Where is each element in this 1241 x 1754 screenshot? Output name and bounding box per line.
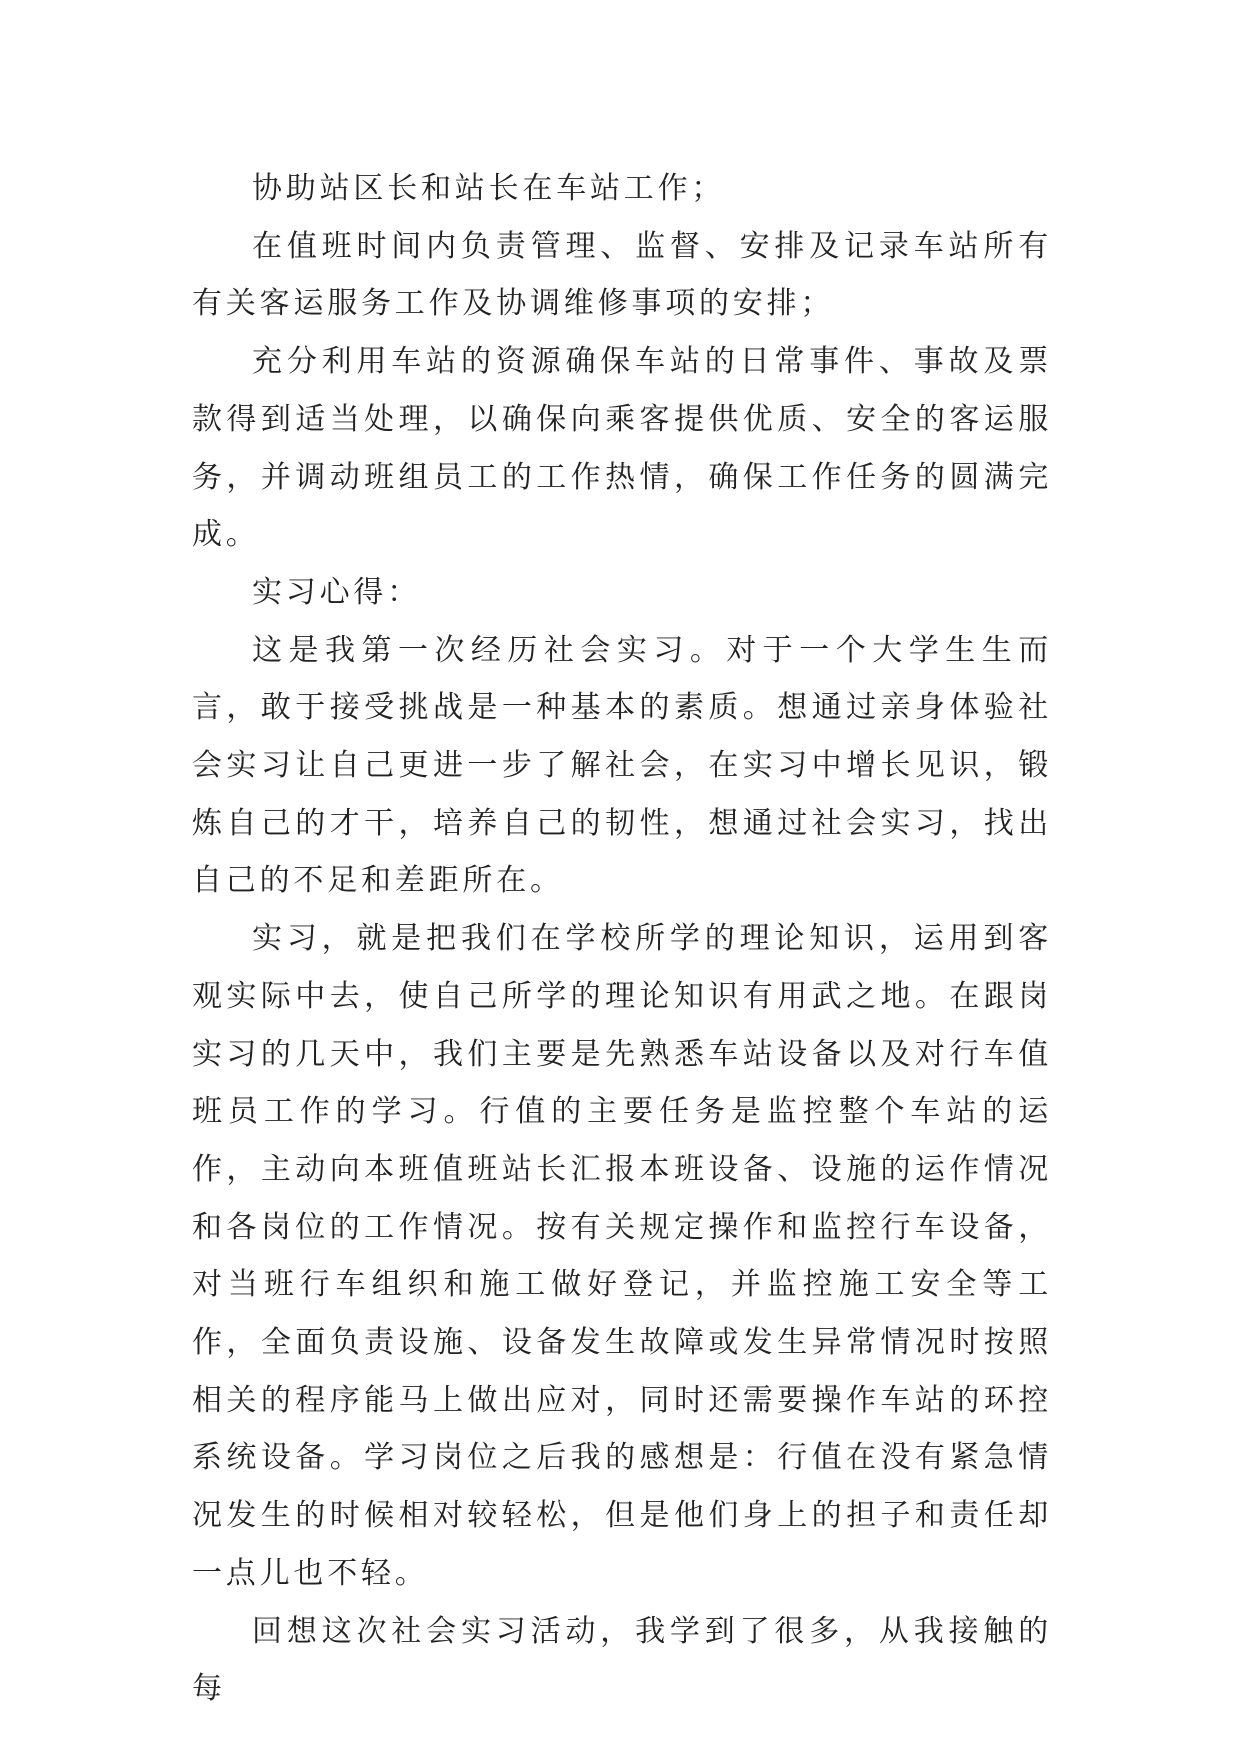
section-heading: 实习心得：: [252, 574, 421, 610]
paragraph-1: 协助站区长和站长在车站工作；: [252, 171, 726, 206]
document-page: [192, 160, 1052, 1718]
paragraph-6: 实习，就是把我们在学校所学的理论知识，运用到客观实际中去，使自己所学的理论知识有用武之地。在跟岗实习的几天中，我们主要是先熟悉车站设备以及对行车值班员工作的学习。行值的主要任务是监控整个车站的运作，主动向本班值班站长汇报本班设备、设施的运作情况和各岗位的工作情况。按有关规定操作和监控行车设备，对当班行车组织和施工做好登记，并监控施工安全等工作，全面负责设施、设备发生故障或发生异常情况时按照相关的程序能马上做出应对，同时还需要操作车站的环控系统设备。学习岗位之后我的感想是：行值在没有紧急情况发生的时候相对较轻松，但是他们身上的担子和责任却一点儿也不轻。: [192, 921, 1052, 1591]
paragraph-7: 回想这次社会实习活动，我学到了很多，从我接触的每: [192, 1613, 1052, 1707]
paragraph-2: 在值班时间内负责管理、监督、安排及记录车站所有有关客运服务工作及协调维修事项的安排；: [192, 228, 1052, 322]
paragraph-3: 充分利用车站的资源确保车站的日常事件、事故及票款得到适当处理，以确保向乘客提供优质、安全的客运服务，并调动班组员工的工作热情，确保工作任务的圆满完成。: [192, 344, 1052, 553]
paragraph-5: 这是我第一次经历社会实习。对于一个大学生生而言，敢于接受挑战是一种基本的素质。想通过亲身体验社会实习让自己更进一步了解社会，在实习中增长见识，锻炼自己的才干，培养自己的韧性，想通过社会实习，找出自己的不足和差距所在。: [192, 632, 1052, 899]
